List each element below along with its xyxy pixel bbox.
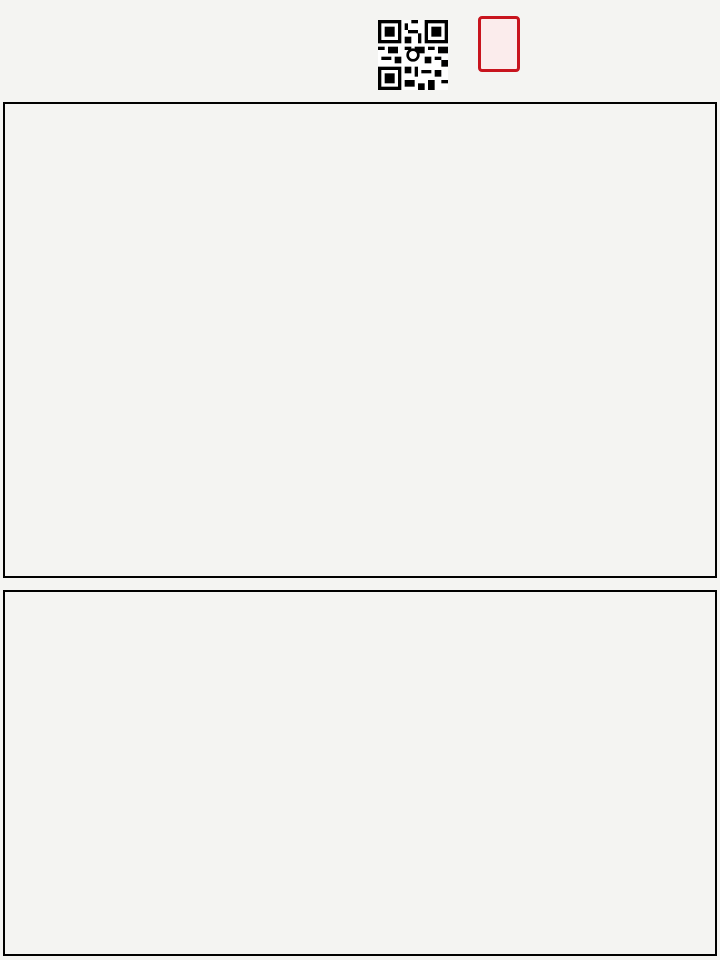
header (0, 0, 720, 100)
chart-table (3, 102, 717, 578)
qr-code-icon (378, 20, 448, 90)
annual-luck-grid (3, 590, 717, 956)
red-seal-logo (478, 16, 520, 72)
